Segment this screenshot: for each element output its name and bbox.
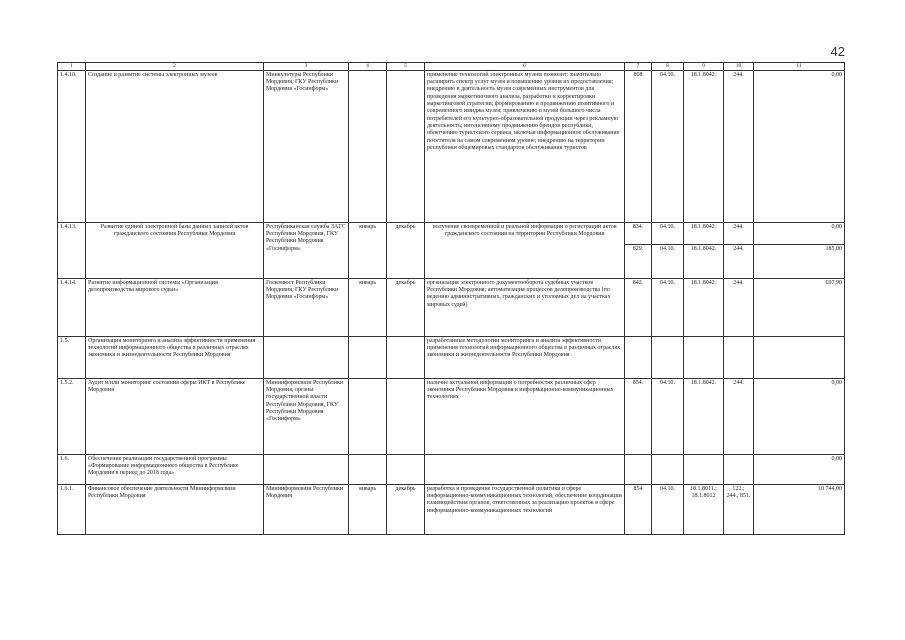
row-start: январь — [349, 278, 387, 336]
row-section — [652, 336, 684, 378]
row-result: разработанные методологии мониторинга и анализа эффективности применения технологий информационного общества в различных отраслях экономики и жизнедеятельности Республики Мордовия — [425, 336, 625, 378]
row-type — [724, 454, 754, 484]
row-type — [724, 336, 754, 378]
row-end — [387, 454, 425, 484]
col-header-5: 5 — [387, 63, 425, 71]
row-name: Организация мониторинга и анализа эффективности применения технологий информационного общества в различных отраслях экономики и жизнедеятельности Республики Мордовия — [86, 336, 264, 378]
row-amount: 0,00 — [754, 378, 845, 454]
row-result: разработка и проведение государственной политики в сфере информационно-коммуникационных технологий, обеспечение координации взаимодействия органов, ответственных за реализацию проектов в сфере информационно-коммуникационных технологий — [425, 484, 625, 534]
row-section: 04.10. — [652, 378, 684, 454]
program-table — [57, 62, 845, 535]
row-executor: Мининформсвязи Республики Мордовия — [264, 484, 349, 534]
col-header-10: 10 — [724, 63, 754, 71]
col-header-3: 3 — [264, 63, 349, 71]
row-executor — [264, 336, 349, 378]
row-name: Развитие единой электронной базы данных записей актов гражданского состояния Республики Мордовия — [86, 222, 264, 278]
col-header-6: 6 — [425, 63, 625, 71]
table-row — [58, 222, 845, 244]
header-row — [58, 63, 845, 71]
row-section: 04.10. — [652, 222, 684, 244]
row-number: 1.5. — [58, 336, 86, 378]
row-number: 1.4.10. — [58, 70, 86, 222]
row-end — [387, 336, 425, 378]
row-section: 04.10. — [652, 70, 684, 222]
row-executor: Госкомюст Республики Мордовия, ГКУ Республики Мордовия «Госинформ» — [264, 278, 349, 336]
row-result — [425, 454, 625, 484]
row-section: 04.10. — [652, 244, 684, 278]
row-type: 244. — [724, 222, 754, 244]
row-end — [387, 70, 425, 222]
row-start — [349, 70, 387, 222]
col-header-1: 1 — [58, 63, 86, 71]
col-header-4: 4 — [349, 63, 387, 71]
row-name: Обеспечение реализации государственной программы «Формирование информационного общества в Республике Мордовия в период до 2018 года» — [86, 454, 264, 484]
row-grbs: 808 — [625, 70, 652, 222]
col-header-7: 7 — [625, 63, 652, 71]
row-amount: 0,00 — [754, 70, 845, 222]
col-header-2: 2 — [86, 63, 264, 71]
row-executor: Мининформсвязи Республики Мордовия, органы государственной власти Республики Мордовия, ГКУ Республики Мордовия «Госинформ» — [264, 378, 349, 454]
row-executor — [264, 454, 349, 484]
row-grbs: 854 — [625, 484, 652, 534]
row-name: Финансовое обеспечение деятельности Мининформсвязи Республики Мордовия — [86, 484, 264, 534]
row-grbs: 829. — [625, 244, 652, 278]
row-amount: 185,00 — [754, 244, 845, 278]
row-name: Создание и развитие системы электронных музеев — [86, 70, 264, 222]
table-row — [58, 484, 845, 534]
table-row — [58, 278, 845, 336]
row-start — [349, 454, 387, 484]
row-start — [349, 378, 387, 454]
row-result: получение своевременной и реальной информации о регистрации актов гражданского состояния на территории Республики Мордовия — [425, 222, 625, 278]
row-amount: 697,90 — [754, 278, 845, 336]
row-end — [387, 378, 425, 454]
row-grbs — [625, 336, 652, 378]
row-number: 1.6.1. — [58, 484, 86, 534]
row-grbs: 854. — [625, 378, 652, 454]
row-article — [684, 336, 724, 378]
col-header-9: 9 — [684, 63, 724, 71]
row-name: Аудит и/или мониторинг состояния сферы ИКТ в Республике Мордовия — [86, 378, 264, 454]
row-end: декабрь — [387, 222, 425, 278]
row-number: 1.6. — [58, 454, 86, 484]
row-article: 18.1.8042. — [684, 70, 724, 222]
row-grbs — [625, 454, 652, 484]
row-result: организация электронного документооборота судебных участков Республики Мордовия; автоматизация процессов делопроизводства (по ведению административных, гражданских и уголовных дел на участках мировых судей) — [425, 278, 625, 336]
row-result: наличие актуальной информации о потребностях различных сфер экономики Республики Мордовия в информационно-коммуникационных технологиях — [425, 378, 625, 454]
row-number: 1.4.13. — [58, 222, 86, 278]
row-amount: 0,00 — [754, 222, 845, 244]
row-section — [652, 454, 684, 484]
row-amount: 0,00 — [754, 454, 845, 484]
row-executor: Республиканская служба ЗАГС Республики Мордовия, ГКУ Республики Мордовия «Госинформ» — [264, 222, 349, 278]
row-type: 244. — [724, 378, 754, 454]
table-row — [58, 378, 845, 454]
row-end: декабрь — [387, 484, 425, 534]
row-number: 1.4.14. — [58, 278, 86, 336]
table-row — [58, 454, 845, 484]
col-header-8: 8 — [652, 63, 684, 71]
row-start: январь — [349, 222, 387, 278]
row-grbs: 842. — [625, 278, 652, 336]
row-article — [684, 454, 724, 484]
row-grbs: 834. — [625, 222, 652, 244]
row-amount: 10 744,00 — [754, 484, 845, 534]
row-article: 18.1.8042. — [684, 278, 724, 336]
row-section: 04.10. — [652, 278, 684, 336]
row-number: 1.5.2. — [58, 378, 86, 454]
page-number: 42 — [830, 44, 845, 59]
row-article: 18.1.8011.; 18.1.8012 — [684, 484, 724, 534]
row-article: 18.1.8042. — [684, 378, 724, 454]
row-amount — [754, 336, 845, 378]
row-type: 244. — [724, 278, 754, 336]
table-row — [58, 70, 845, 222]
row-type: 122.; 244., 851. — [724, 484, 754, 534]
col-header-11: 11 — [754, 63, 845, 71]
row-end: декабрь — [387, 278, 425, 336]
table-row — [58, 336, 845, 378]
row-start: январь — [349, 484, 387, 534]
row-result: применение технологий электронных музеев позволит: значительно расширить спектр услуг музея и повышению уровня их предоставления; внедрению в деятельность музея современных инструментов для проведения маркетингового анализа, разработки и корректировки маркетинговой стратегии; формированию и продвижению позитивного и современного имиджа музея; привлечению в музей большого числа потребителей его культурно-образовательной продукции через рекламную деятельность; интенсивному продвижению брендов республики, облегчению туристского сервиса, включая информационное обслуживание посетителя на самом современном уровне; внедрению на территории республики общемировых стандартов обслуживания туристов — [425, 70, 625, 222]
row-type: 244. — [724, 70, 754, 222]
row-start — [349, 336, 387, 378]
row-type: 244. — [724, 244, 754, 278]
row-article: 18.1.8042. — [684, 244, 724, 278]
row-section: 04.10. — [652, 484, 684, 534]
row-executor: Минкультуры Республики Мордовия, ГКУ Республики Мордовия «Госинформ» — [264, 70, 349, 222]
row-name: Развитие информационной системы «Организация делопроизводства мирового судьи» — [86, 278, 264, 336]
row-article: 18.1.8042. — [684, 222, 724, 244]
